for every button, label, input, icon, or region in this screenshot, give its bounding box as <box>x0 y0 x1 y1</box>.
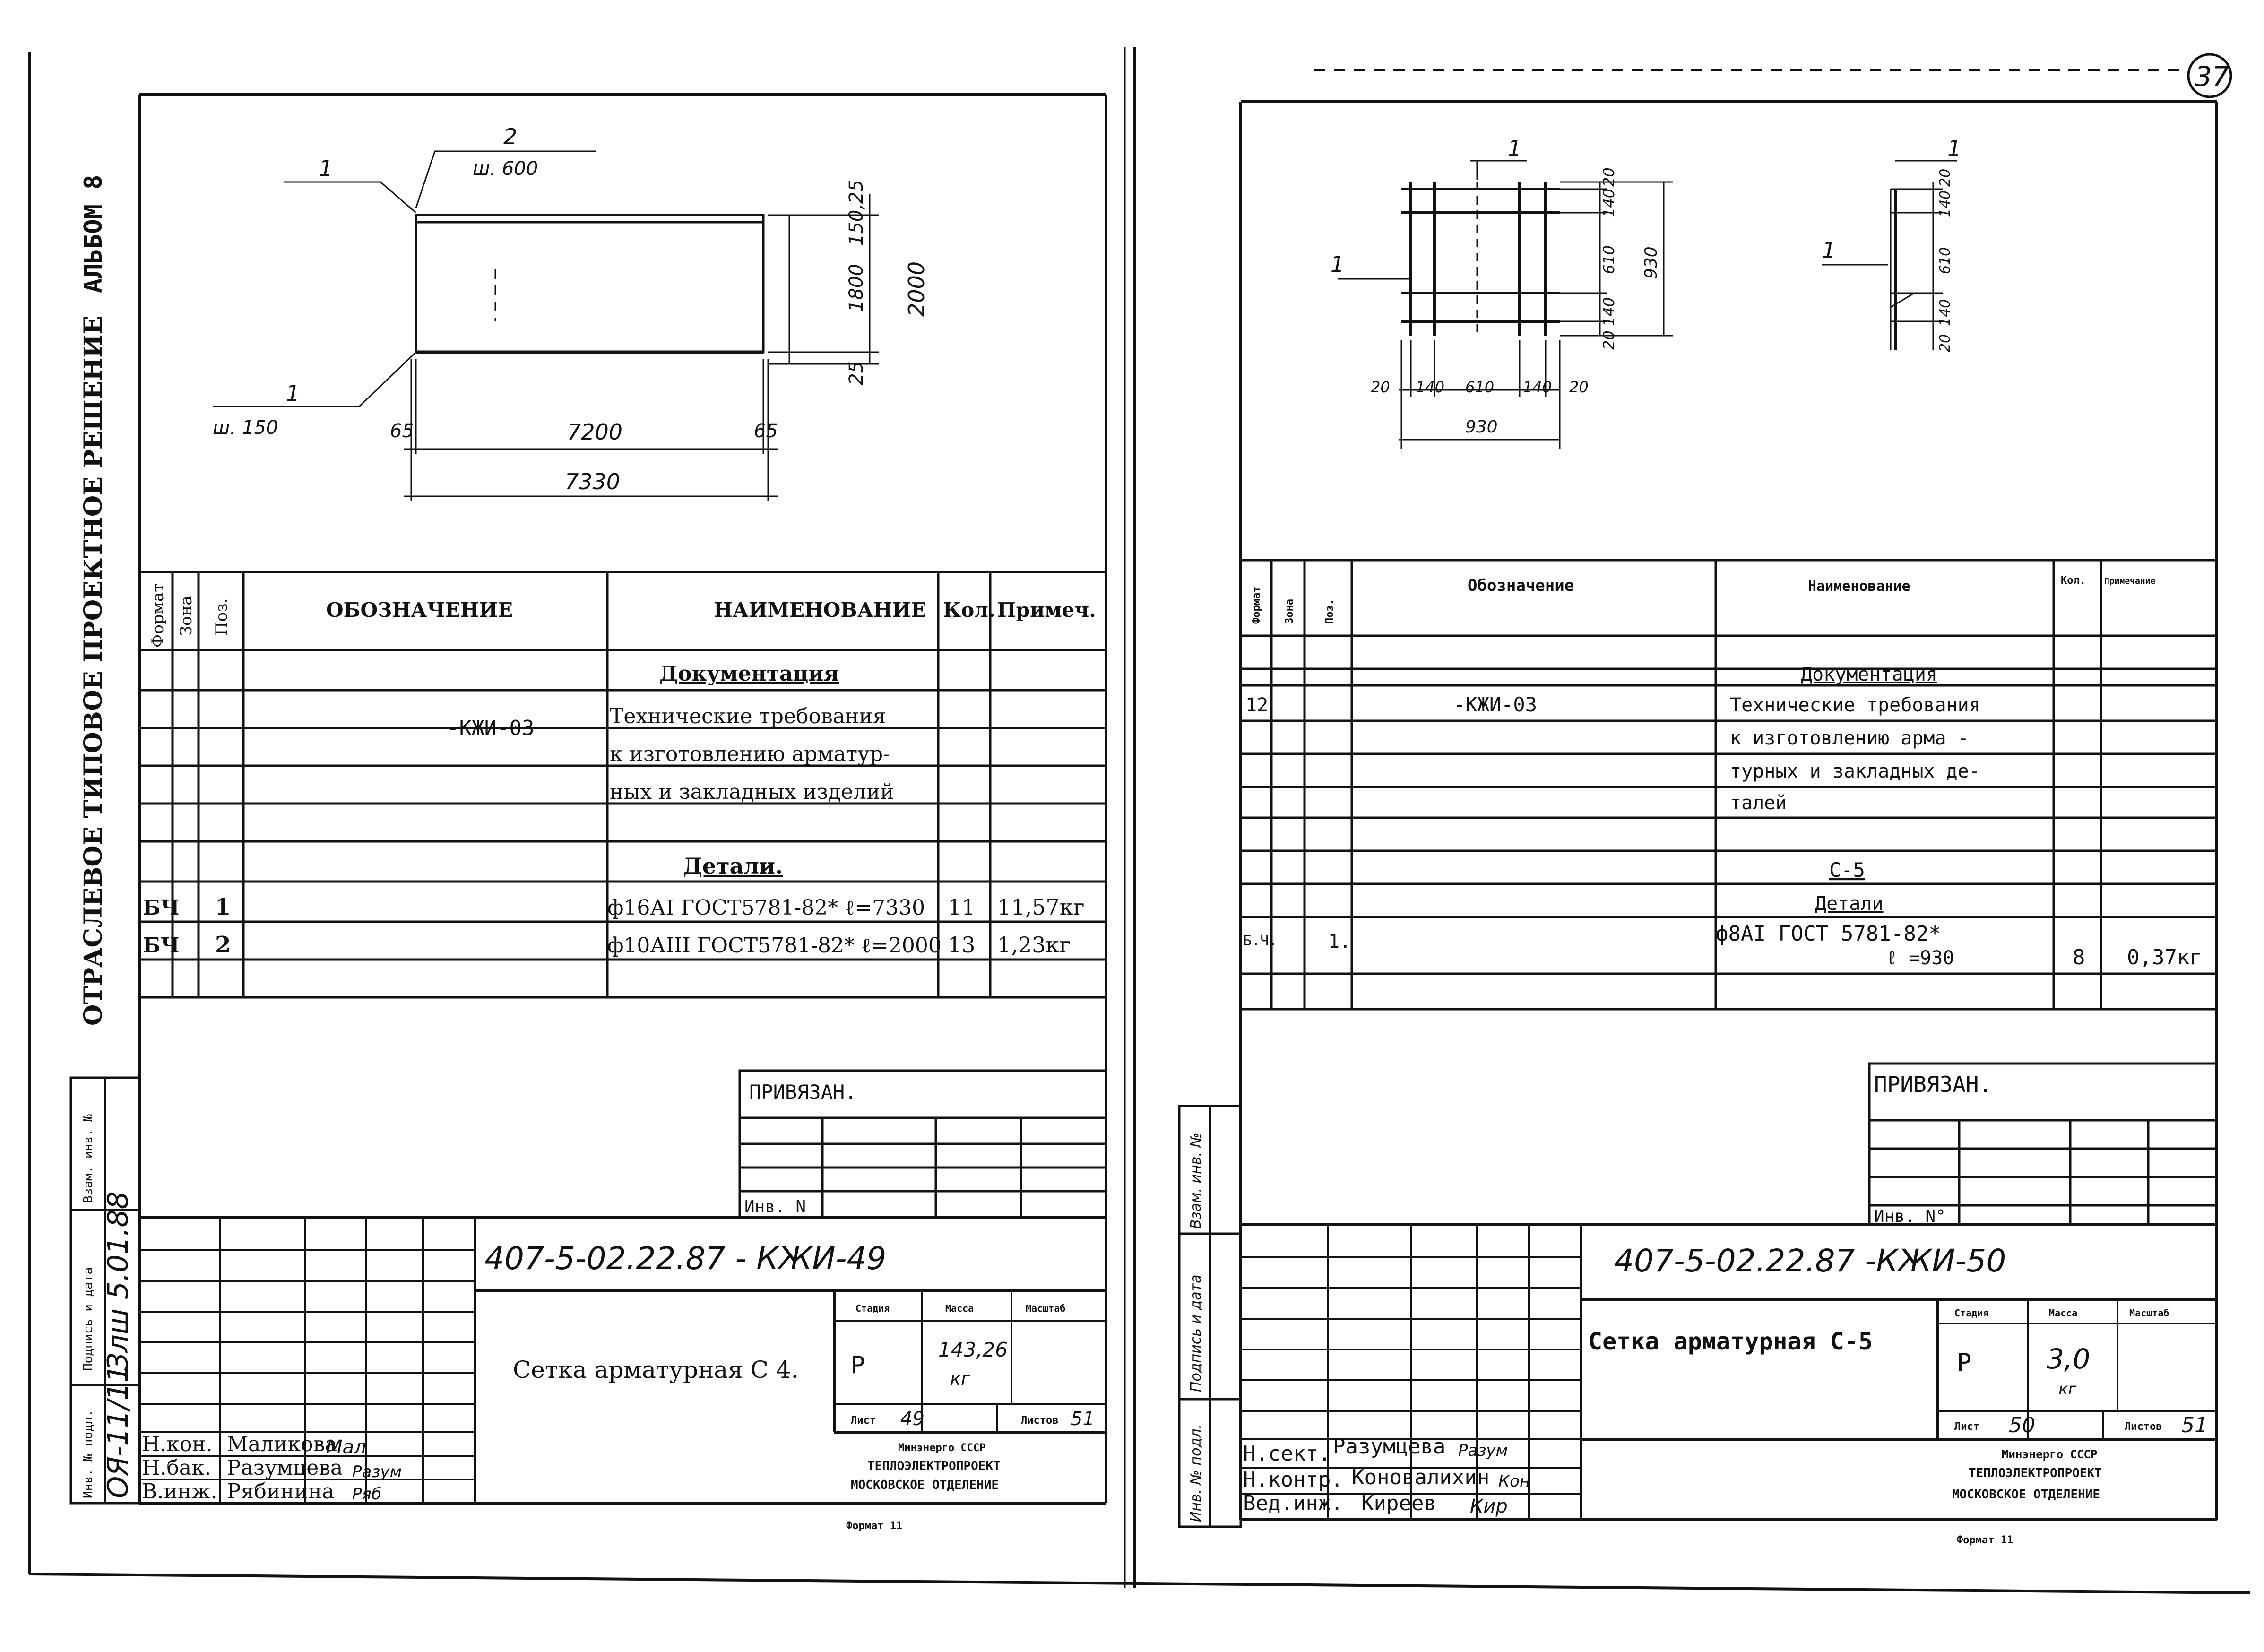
col-designation: ОБОЗНАЧЕНИЕ <box>326 598 513 622</box>
doc-line-3: ных и закладных изделий <box>610 780 894 804</box>
r-col-note: Примечание <box>2104 576 2156 586</box>
format-label: Формат 11 <box>846 1520 903 1532</box>
side-dim-3: 610 <box>1937 247 1953 274</box>
r-sheets-total: 51 <box>2181 1413 2208 1437</box>
r-format-label: Формат 11 <box>1957 1534 2013 1546</box>
r-section-documentation: Документация <box>1801 664 1937 685</box>
sheets-label: Листов <box>1021 1415 1059 1427</box>
dim-length-inner: 7200 <box>567 419 623 445</box>
r-col-designation: Обозначение <box>1468 576 1574 595</box>
doc-code: -КЖИ-03 <box>447 716 535 740</box>
c5-pos-1b: 1 <box>1331 251 1345 277</box>
r-mass-header: Масса <box>2049 1307 2078 1319</box>
r-doc-format: 12 <box>1245 694 1269 716</box>
stamp-cell-sign: Подпись и дата <box>81 1267 95 1371</box>
drawing-code: 407-5-02.22.87 - КЖИ-49 <box>484 1240 887 1277</box>
r-section-parts: Детали <box>1815 893 1884 915</box>
mass-unit: кг <box>950 1368 970 1389</box>
r-row1-pos: 1. <box>1328 931 1351 952</box>
c5-dim-h-3: 610 <box>1465 378 1495 396</box>
r-col-format: Формат <box>1251 586 1262 624</box>
r-signer2-role: Н.контр. <box>1243 1468 1343 1492</box>
stamp-cell-replace: Взам. инв. № <box>81 1114 95 1203</box>
row1-qty: 11 <box>948 894 976 920</box>
pos-label-2: 2 <box>503 124 518 149</box>
doc-line-1: Технические требования <box>610 704 886 728</box>
signer2-name: Разумцева <box>227 1456 343 1480</box>
r-col-qty: Кол. <box>2061 575 2086 587</box>
project-title: ОТРАСЛЕВОЕ ТИПОВОЕ ПРОЕКТНОЕ РЕШЕНИЕ <box>79 315 108 1026</box>
r-signer2-sign: Кон <box>1498 1472 1530 1491</box>
privyazan-label: ПРИВЯЗАН. <box>749 1081 857 1104</box>
r-row1-note: 0,37кг <box>2127 945 2202 969</box>
r-row1-qty: 8 <box>2073 945 2085 969</box>
row2-note: 1,23кг <box>997 932 1071 958</box>
signer2-role: Н.бак. <box>142 1456 211 1480</box>
r-org-ministry: Минэнерго СССР <box>2002 1448 2098 1461</box>
row2-format: БЧ <box>143 934 180 958</box>
row2-pos: 2 <box>215 932 231 958</box>
mass-value: 143,26 <box>938 1338 1008 1361</box>
signer1-role: Н.кон. <box>142 1432 213 1456</box>
side-dim-4: 140 <box>1937 299 1953 326</box>
dim-bottom: 25 <box>846 361 867 385</box>
sheets-total: 51 <box>1071 1408 1095 1430</box>
c5-dim-h-4: 140 <box>1523 378 1552 396</box>
section-parts: Детали. <box>683 853 783 879</box>
side-dim-5: 20 <box>1937 334 1953 352</box>
r-section-mark: С-5 <box>1829 858 1865 882</box>
signer2-sign: Разум <box>352 1462 402 1481</box>
signer3-name: Рябинина <box>227 1479 335 1504</box>
col-qty: Кол. <box>943 598 995 622</box>
c5-pos-1a: 1 <box>1508 136 1522 161</box>
r-scale-header: Масштаб <box>2129 1307 2169 1319</box>
c5-dim-v-total: 930 <box>1642 246 1661 279</box>
r-org-institute: ТЕПЛОЭЛЕКТРОПРОЕКТ <box>1969 1466 2102 1480</box>
stamp-right-sign: Подпись и дата <box>1188 1274 1204 1392</box>
dim-height-inner: 1800 <box>846 264 867 312</box>
page-number: 37 <box>2195 61 2229 93</box>
r-signer1-role: Н.сект. <box>1243 1442 1331 1466</box>
r-row1-format: Б.Ч. <box>1243 933 1278 949</box>
signer1-sign: Мал <box>326 1436 366 1458</box>
r-doc-line-3: турных и закладных де- <box>1730 761 1980 782</box>
row1-pos: 1 <box>215 894 231 920</box>
r-doc-line-2: к изготовлению арма - <box>1730 727 1969 749</box>
c5-dim-v-1: 20 <box>1600 167 1618 187</box>
r-col-zone: Зона <box>1284 599 1296 624</box>
dim-top: 150,25 <box>846 180 867 246</box>
stamp-right-replace: Взам. инв. № <box>1188 1133 1204 1229</box>
col-format: Формат <box>148 583 167 648</box>
col-pos: Поз. <box>212 598 231 636</box>
c5-dim-v-5: 20 <box>1600 330 1618 350</box>
r-signer3-name: Киреев <box>1361 1491 1436 1515</box>
dim-height-total: 2000 <box>904 261 929 317</box>
col-name: НАИМЕНОВАНИЕ <box>714 598 926 622</box>
mass-header: Масса <box>945 1303 974 1314</box>
album-label: АЛЬБОМ 8 <box>79 174 108 293</box>
r-org-branch: МОСКОВСКОЕ ОТДЕЛЕНИЕ <box>1952 1488 2100 1502</box>
r-privyazan-label: ПРИВЯЗАН. <box>1874 1072 1992 1097</box>
r-mass-unit: кг <box>2058 1380 2077 1399</box>
c5-dim-h-2: 140 <box>1416 378 1445 396</box>
row1-format: БЧ <box>143 896 180 920</box>
side-pos-1b: 1 <box>1822 237 1836 263</box>
row1-name: ф16АI ГОСТ5781-82* ℓ=7330 <box>607 896 925 920</box>
stamp-inv-value: ОЯ-11/11 <box>102 1364 135 1498</box>
r-col-name: Наименование <box>1808 578 1910 595</box>
side-pos-1a: 1 <box>1947 136 1962 161</box>
r-drawing-code: 407-5-02.22.87 -КЖИ-50 <box>1614 1243 2006 1279</box>
col-zone: Зона <box>177 596 196 636</box>
r-inv-label: Инв. N° <box>1874 1207 1946 1226</box>
org-institute: ТЕПЛОЭЛЕКТРОПРОЕКТ <box>867 1459 1001 1473</box>
inv-label: Инв. N <box>744 1197 806 1217</box>
org-branch: МОСКОВСКОЕ ОТДЕЛЕНИЕ <box>851 1478 999 1492</box>
r-mass-value: 3,0 <box>2047 1343 2091 1375</box>
c5-dim-h-total: 930 <box>1465 417 1498 437</box>
r-signer3-sign: Кир <box>1470 1496 1508 1517</box>
r-doc-line-1: Технические требования <box>1730 694 1980 716</box>
doc-line-2: к изготовлению арматур- <box>610 742 890 766</box>
pos-label-1a: 1 <box>319 156 333 181</box>
scale-header: Масштаб <box>1026 1303 1066 1314</box>
r-row1-name2: ℓ =930 <box>1886 947 1954 969</box>
signer1-name: Маликова <box>227 1432 337 1456</box>
r-signer3-role: Вед.инж. <box>1243 1491 1343 1515</box>
r-stage-value: Р <box>1957 1349 1972 1377</box>
c5-dim-h-1: 20 <box>1371 378 1390 396</box>
row1-note: 11,57кг <box>997 894 1085 920</box>
r-drawing-name: Сетка арматурная С-5 <box>1588 1328 1873 1355</box>
r-sheet-number: 50 <box>2009 1413 2035 1437</box>
dim-length-total: 7330 <box>565 469 621 494</box>
r-sheet-label: Лист <box>1954 1421 1979 1433</box>
stamp-sign-value: Злш 5.01.88 <box>102 1191 135 1371</box>
r-col-pos: Поз. <box>1324 599 1336 624</box>
r-doc-line-4: талей <box>1730 792 1787 814</box>
stage-header: Стадия <box>855 1303 890 1314</box>
signer3-sign: Ряб <box>352 1485 381 1504</box>
sheet-number: 49 <box>900 1408 925 1430</box>
r-doc-code: -КЖИ-03 <box>1453 693 1538 716</box>
stamp-cell-inv: Инв. № подл. <box>81 1410 95 1498</box>
row2-qty: 13 <box>948 932 976 958</box>
r-sheets-label: Листов <box>2125 1421 2162 1433</box>
section-documentation: Документация <box>659 662 839 686</box>
stamp-right-inv: Инв. № подл. <box>1188 1424 1204 1522</box>
stage-value: Р <box>851 1351 865 1379</box>
r-signer1-sign: Разум <box>1458 1441 1508 1460</box>
r-signer1-name: Разумцева <box>1333 1435 1446 1459</box>
bar-spacing-top: ш. 600 <box>473 158 538 180</box>
r-row1-name: ф8АI ГОСТ 5781-82* <box>1716 922 1941 946</box>
signer3-role: В.инж. <box>142 1479 217 1504</box>
col-note: Примеч. <box>997 598 1096 622</box>
r-signer2-name: Коновалихин <box>1352 1465 1490 1489</box>
row2-name: ф10АIII ГОСТ5781-82* ℓ=2000 <box>607 934 942 958</box>
c5-dim-h-5: 20 <box>1569 378 1589 396</box>
side-dim-1: 20 <box>1937 168 1953 187</box>
pos-label-1b: 1 <box>286 381 300 406</box>
org-ministry: Минэнерго СССР <box>898 1442 986 1454</box>
side-dim-2: 140 <box>1937 190 1953 217</box>
dim-end-left: 65 <box>390 420 414 442</box>
sheet-label: Лист <box>851 1415 876 1427</box>
c5-dim-v-3: 610 <box>1600 245 1618 274</box>
c5-dim-v-2: 140 <box>1600 188 1618 217</box>
dim-end-right: 65 <box>754 420 778 442</box>
r-stage-header: Стадия <box>1954 1307 1989 1319</box>
c5-dim-v-4: 140 <box>1600 297 1618 326</box>
drawing-name: Сетка арматурная С 4. <box>513 1356 799 1384</box>
bar-spacing-bottom: ш. 150 <box>213 417 278 439</box>
